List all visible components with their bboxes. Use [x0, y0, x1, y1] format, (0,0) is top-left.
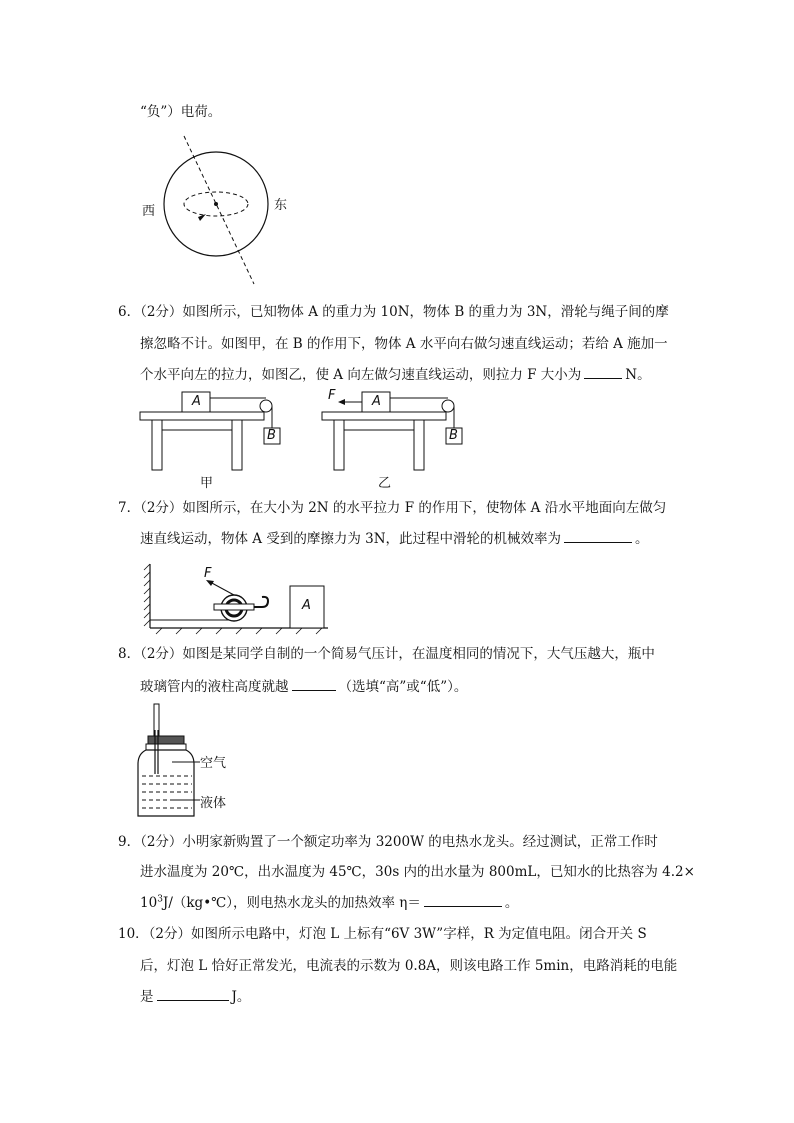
q8-line-2 [140, 676, 467, 697]
east-label: 东 [274, 198, 288, 213]
q9-line-3-end: 。 [504, 895, 519, 911]
q10-line-3-text: 是 [140, 989, 154, 1005]
q8-line-2-end: （选填“高”或“低”）。 [338, 679, 468, 695]
q10-line-2: 后，灯泡 L 恰好正常发光，电流表的示数为 0.8A，则该电路工作 5min，电路消耗的电能 [140, 958, 678, 974]
q8-line-2-text: 玻璃管内的液柱高度就越 [140, 679, 289, 695]
block-a-label-jia: A [192, 394, 201, 409]
q7-line-2 [140, 528, 649, 549]
q5-tail: “负”）电荷。 [140, 104, 222, 120]
q6-line-3-end: N。 [625, 367, 651, 383]
table-figure-yi [320, 388, 470, 491]
q7-answer-blank[interactable] [564, 528, 632, 543]
caption-jia: 甲 [200, 476, 214, 491]
q8-answer-blank[interactable] [292, 676, 336, 691]
q10-answer-blank[interactable] [157, 986, 229, 1001]
west-label: 西 [142, 204, 156, 219]
q9-line-1: 9．（2分）小明家新购置了一个额定功率为 3200W 的电热水龙头。经过测试，正常工作时 [118, 834, 658, 850]
block-a-label-yi: A [372, 394, 381, 409]
table-figure-jia [138, 388, 288, 491]
caption-yi: 乙 [378, 476, 392, 491]
q6-line-3-text: 个水平向左的拉力，如图乙，使 A 向左做匀速直线运动，则拉力 F 大小为 [140, 367, 582, 383]
earth-rotation-figure [140, 130, 300, 290]
q9-exponent: 3 [157, 894, 163, 905]
force-label-yi: F [328, 388, 336, 403]
q10-line-3-end: J。 [231, 989, 251, 1005]
q7-line-2-end: 。 [635, 531, 649, 547]
block-b-label-jia: B [267, 428, 276, 443]
q6-line-3 [140, 364, 651, 385]
q10-line-1: 10．（2分）如图所示电路中，灯泡 L 上标有“6V 3W”字样，R 为定值电阻。闭合开关 S [118, 926, 647, 942]
q10-line-3 [140, 986, 250, 1007]
q7-line-2-text: 速直线运动，物体 A 受到的摩擦力为 3N，此过程中滑轮的机械效率为 [140, 531, 562, 547]
q7-line-1: 7．（2分）如图所示，在大小为 2N 的水平拉力 F 的作用下，使物体 A 沿水平地面向左做匀 [118, 500, 667, 516]
barometer-figure [136, 700, 246, 822]
q9-line-3-a: 10 [140, 895, 158, 911]
liquid-label: 液体 [200, 796, 227, 811]
pulley-figure [142, 560, 338, 640]
q6-line-2: 擦忽略不计。如图甲，在 B 的作用下，物体 A 水平向右做匀速直线运动；若给 A 施加一 [140, 336, 668, 352]
table-diagram-yi [320, 388, 470, 488]
force-label-pulley: F [204, 566, 212, 581]
q9-line-2: 进水温度为 20℃，出水温度为 45℃，30s 内的出水量为 800mL，已知水的比热容为 4.2× [140, 864, 695, 880]
q9-line-3 [140, 892, 518, 913]
q9-line-3-b: J/（kg•℃），则电热水龙头的加热效率 η＝ [162, 895, 421, 911]
barometer-diagram [136, 700, 246, 822]
block-b-label-yi: B [449, 428, 458, 443]
q9-answer-blank[interactable] [424, 892, 502, 907]
q6-answer-blank[interactable] [584, 364, 622, 379]
air-label: 空气 [200, 756, 227, 771]
q6-line-1: 6．（2分）如图所示，已知物体 A 的重力为 10N，物体 B 的重力为 3N，滑轮与绳子间的摩 [118, 304, 669, 320]
q8-line-1: 8．（2分）如图是某同学自制的一个简易气压计，在温度相同的情况下，大气压越大，瓶中 [118, 646, 655, 662]
block-a-label-pulley: A [302, 598, 311, 613]
